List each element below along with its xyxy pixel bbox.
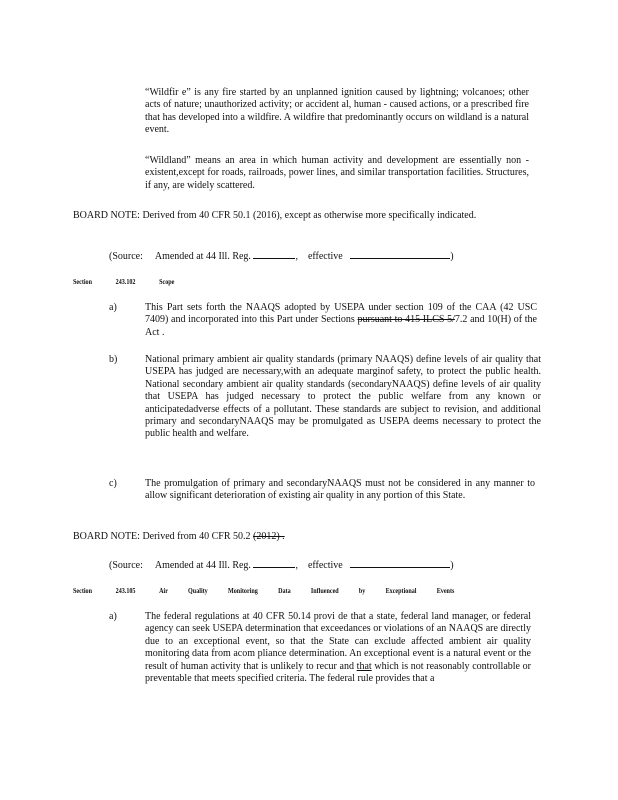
scope-item-b: National primary ambient air quality standards (primary NAAQS) define levels of air quality that USEPA has judged are necessary,with an adequate marginof safety, to protect the public health. National secondary ambient air quality standards (secondaryNAAQS) define levels of air quality that USEPA has judged necessary to protect the public welfare from any known or anticipatedadverse effects of a pollutant. These standards are subject to revision, and additional primary and secondaryNAAQS may be promulgated as USEPA deems necessary to protect the public health and welfare. [145, 354, 541, 440]
source-close: ) [450, 251, 454, 262]
section-label: Section [73, 587, 93, 595]
source-note-2: (Source: Amended at 44 Ill. Reg. , effective ) [109, 560, 454, 571]
source-amended: Amended at 44 Ill. Reg. [154, 560, 251, 571]
board-note-2-struck: (2012) . [253, 531, 285, 542]
scope-item-c: The promulgation of primary and secondaryNAAQS must not be considered in any manner to allow significant deterioration of existing air quality in any portion of this State. [145, 478, 535, 502]
section-number: 243.102 [115, 278, 136, 286]
reg-page-blank [253, 558, 295, 568]
effective-date-blank [350, 558, 450, 568]
scope-item-a [145, 302, 537, 339]
item-label-a2: a) [109, 611, 117, 622]
source-prefix: (Source: [109, 560, 143, 571]
section-243-102-heading [73, 278, 174, 286]
section-number: 243.105 [115, 587, 136, 595]
scope-a-struck-text: pursuant to 415 ILCS 5/ [357, 314, 455, 326]
section-title: Scope [159, 278, 175, 286]
source-prefix: (Source: [109, 251, 143, 262]
section-243-105-heading [73, 587, 454, 595]
wildfire-definition: “Wildfir e” is any fire started by an unplanned ignition caused by lightning; volcanoes; other acts of nature; unauthorized activity; or accident al, human - caused actions, or a prescribed fire that has developed into a wildfire. A wildfire that predominantly occurs on wildland is a natural event. [145, 87, 529, 136]
source-close: ) [450, 560, 454, 571]
events-a-text-end: which is not reasonably controllable or preventable that meets specified criteria. The federal rule provides that a [145, 660, 531, 685]
events-a-text: The federal regulations at 40 CFR 50.14 provi de that a state, federal land manager, or federal agency can seek USEPA determination that exceedances or violations of an NAAQS are directly due to an exceptional event, so that the State can exclude affected ambient air quality monitoring data from acom pliance determination. An exceptional event is a natural event or the result of human activity that is unlikely to recur and [145, 611, 531, 672]
effective-date-blank [350, 249, 450, 259]
board-note-2-text: BOARD NOTE: Derived from 40 CFR 50.2 [73, 531, 253, 542]
item-label-b: b) [109, 354, 118, 365]
events-a-underlined: that [356, 660, 372, 672]
board-note-2 [73, 531, 433, 543]
wildland-definition: “Wildland” means an area in which human activity and development are essentially non -existent,except for roads, railroads, power lines, and similar transportation facilities. Structures, if any, are widely scattered. [145, 155, 529, 191]
reg-page-blank [253, 249, 295, 259]
item-label-c: c) [109, 478, 117, 489]
source-effective: effective [307, 560, 343, 571]
section-title: Air Quality Monitoring Data Influenced by Exceptional Events [159, 587, 455, 595]
source-note-1: (Source: Amended at 44 Ill. Reg. , effective ) [109, 251, 454, 262]
scope-a-text-end: 7.2 and 10(H) of the Act . [145, 314, 537, 338]
source-effective: effective [307, 251, 343, 262]
exceptional-events-item-a [145, 611, 531, 685]
scope-a-text: This Part sets forth the NAAQS adopted by USEPA under section 109 of the CAA (42 USC 7409) and incorporated into this Part under Sections [145, 302, 537, 326]
section-label: Section [73, 278, 93, 286]
source-amended: Amended at 44 Ill. Reg. [154, 251, 251, 262]
item-label-a: a) [109, 302, 117, 313]
board-note-1: BOARD NOTE: Derived from 40 CFR 50.1 (2016), except as otherwise more specifically indicated. [73, 210, 477, 221]
